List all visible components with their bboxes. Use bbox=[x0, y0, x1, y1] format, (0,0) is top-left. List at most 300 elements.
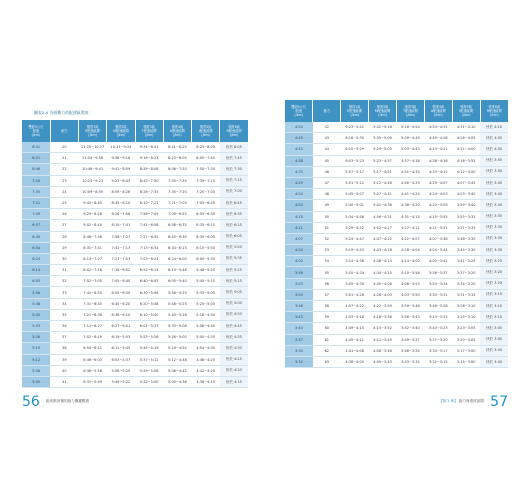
table-cell: 7:21~6:36 bbox=[79, 309, 107, 320]
table-cell: 4:51~4:33 bbox=[397, 166, 425, 177]
table-cell: 5:24~4:47 bbox=[341, 233, 369, 244]
table-cell: 3:43~3:25 bbox=[424, 312, 452, 323]
table-cell: 4:43 bbox=[285, 144, 313, 155]
column-header: 強度5區 I配速區間 (/km) bbox=[192, 120, 220, 142]
table-cell: 5:25~5:00 bbox=[192, 298, 220, 309]
table-cell: 35 bbox=[50, 309, 78, 320]
table-cell: 4:22~3:59 bbox=[369, 301, 397, 312]
table-row bbox=[22, 332, 248, 343]
table-row bbox=[285, 155, 508, 166]
table-cell: 6:46~6:03 bbox=[79, 354, 107, 365]
table-cell: 7:41~6:55 bbox=[79, 287, 107, 298]
table-cell: 5:19 bbox=[22, 343, 50, 354]
table-cell: 57 bbox=[313, 289, 341, 300]
table-cell: 快於 4:25 bbox=[220, 354, 248, 365]
table-cell: 6:34 bbox=[22, 242, 50, 253]
table-cell: 5:22~5:00 bbox=[135, 376, 163, 387]
table-cell: 53 bbox=[313, 245, 341, 256]
table-cell: 5:48 bbox=[22, 298, 50, 309]
table-cell: 7:05~6:40 bbox=[107, 276, 135, 287]
table-row bbox=[22, 164, 248, 175]
table-cell: 8:10~7:21 bbox=[135, 197, 163, 208]
table-cell: 快於 5:05 bbox=[220, 287, 248, 298]
table-row bbox=[285, 278, 508, 289]
table-cell: 4:26~4:05 bbox=[452, 133, 480, 144]
table-cell: 48 bbox=[313, 189, 341, 200]
table-cell: 6:14~5:48 bbox=[163, 265, 191, 276]
table-cell: 3:56~3:37 bbox=[424, 267, 452, 278]
table-cell: 4:43~4:21 bbox=[424, 144, 452, 155]
table-cell: 6:30~6:05 bbox=[192, 231, 220, 242]
table-row bbox=[285, 256, 508, 267]
table-cell: 快於 3:55 bbox=[480, 155, 508, 166]
table-cell: 4:16~3:55 bbox=[452, 155, 480, 166]
table-cell: 5:40~5:15 bbox=[192, 276, 220, 287]
table-cell: 快於 4:00 bbox=[480, 144, 508, 155]
table-cell: 4:30~4:06 bbox=[369, 278, 397, 289]
table-row bbox=[22, 153, 248, 164]
table-cell: 5:56~5:33 bbox=[163, 287, 191, 298]
table-cell: 快於 3:00 bbox=[480, 345, 508, 356]
table-row bbox=[285, 289, 508, 300]
table-row bbox=[22, 253, 248, 264]
table-cell: 4:33 bbox=[285, 166, 313, 177]
table-cell: 26 bbox=[50, 209, 78, 220]
table-cell: 7:09 bbox=[22, 209, 50, 220]
table-cell: 4:53~4:18 bbox=[341, 312, 369, 323]
table-cell: 4:31~4:10 bbox=[452, 122, 480, 133]
table-cell: 3:40 bbox=[285, 323, 313, 334]
table-row bbox=[285, 323, 508, 334]
table-cell: 4:56~4:31 bbox=[369, 211, 397, 222]
column-header: 跑力 bbox=[50, 120, 78, 142]
table-cell: 快於 3:20 bbox=[480, 267, 508, 278]
table-cell: 4:15~3:52 bbox=[369, 323, 397, 334]
table-row bbox=[22, 142, 248, 153]
table-cell: 8:43~7:50 bbox=[135, 175, 163, 186]
table-row bbox=[285, 233, 508, 244]
table-cell: 4:18~4:04 bbox=[397, 245, 425, 256]
table-cell: 7:21~7:05 bbox=[163, 197, 191, 208]
table-cell: 8:41~8:25 bbox=[163, 142, 191, 153]
table-row bbox=[22, 376, 248, 387]
table-cell: 快於 3:25 bbox=[480, 256, 508, 267]
table-cell: 5:57~5:17 bbox=[341, 166, 369, 177]
table-cell: 4:11~3:49 bbox=[369, 334, 397, 345]
table-cell: 快於 5:35 bbox=[220, 253, 248, 264]
table-cell: 快於 3:15 bbox=[480, 289, 508, 300]
table-cell: 4:05~3:43 bbox=[369, 356, 397, 367]
table-cell: 10:46~9:41 bbox=[79, 164, 107, 175]
table-cell: 4:24 bbox=[285, 189, 313, 200]
table-cell: 59 bbox=[313, 312, 341, 323]
table-cell: 6:23~5:42 bbox=[341, 122, 369, 133]
table-cell: 快於 7:30 bbox=[220, 164, 248, 175]
table-cell: 6:24~6:00 bbox=[163, 253, 191, 264]
table-cell: 8:10~7:41 bbox=[107, 220, 135, 231]
table-cell: 4:15~3:55 bbox=[424, 211, 452, 222]
table-cell: 5:05~4:30 bbox=[341, 278, 369, 289]
table-cell: 9:16~8:23 bbox=[135, 153, 163, 164]
table-cell: 20 bbox=[50, 142, 78, 153]
table-cell: 4:43~4:18 bbox=[369, 245, 397, 256]
table-row bbox=[285, 144, 508, 155]
table-cell: 6:01~5:33 bbox=[135, 321, 163, 332]
table-cell: 4:07~3:48 bbox=[424, 233, 452, 244]
table-cell: 6:31~5:49 bbox=[79, 376, 107, 387]
column-header: 雙距5公尺 配速 (/km) bbox=[22, 120, 50, 142]
table-cell: 4:45~4:11 bbox=[341, 334, 369, 345]
table-cell: 4:34~4:10 bbox=[369, 267, 397, 278]
table-row bbox=[285, 334, 508, 345]
table-cell: 4:33~4:12 bbox=[424, 166, 452, 177]
table-cell: 8:06 bbox=[22, 164, 50, 175]
table-cell: 快於 3:35 bbox=[480, 222, 508, 233]
table-cell: 5:16~4:54 bbox=[397, 122, 425, 133]
table-cell: 46 bbox=[313, 166, 341, 177]
table-cell: 41 bbox=[50, 376, 78, 387]
table-header-row bbox=[22, 120, 248, 142]
table-cell: 58 bbox=[313, 301, 341, 312]
table-cell: 6:45 bbox=[22, 231, 50, 242]
table-cell: 6:45~6:20 bbox=[107, 298, 135, 309]
table-cell: 4:18~3:56 bbox=[369, 312, 397, 323]
table-cell: 快於 7:00 bbox=[220, 186, 248, 197]
table-cell: 4:06~3:53 bbox=[397, 278, 425, 289]
table-cell: 7:20~7:00 bbox=[192, 186, 220, 197]
table-cell: 5:42~5:16 bbox=[369, 122, 397, 133]
table-cell: 3:49~3:37 bbox=[397, 334, 425, 345]
table-cell: 7:41~6:58 bbox=[135, 220, 163, 231]
table-cell: 3:17~3:00 bbox=[452, 345, 480, 356]
table-cell: 4:52~4:27 bbox=[369, 222, 397, 233]
table-cell: 7:21 bbox=[22, 197, 50, 208]
table-row bbox=[285, 166, 508, 177]
table-cell: 5:40~5:01 bbox=[341, 200, 369, 211]
column-header: 強度2區 M配速區間 (/km) bbox=[107, 120, 135, 142]
table-cell: 5:00~4:35 bbox=[192, 332, 220, 343]
table-cell: 3:25~3:10 bbox=[452, 312, 480, 323]
table-cell: 3:51~3:35 bbox=[452, 222, 480, 233]
running-title: 跑力與強度區間 bbox=[458, 399, 484, 403]
table-cell: 47 bbox=[313, 177, 341, 188]
table-cell: 6:11~5:45 bbox=[107, 343, 135, 354]
table-cell: 7:27~7:03 bbox=[107, 253, 135, 264]
table-cell: 快於 4:45 bbox=[220, 321, 248, 332]
table-cell: 7:35 bbox=[22, 186, 50, 197]
table-cell: 3:20~3:05 bbox=[452, 334, 480, 345]
table-cell: 3:59~3:46 bbox=[397, 301, 425, 312]
table-cell: 快於 3:35 bbox=[480, 211, 508, 222]
table-cell: 4:22~4:07 bbox=[397, 233, 425, 244]
table-cell: 6:52~6:14 bbox=[135, 265, 163, 276]
table-cell: 3:50 bbox=[285, 289, 313, 300]
table-cell: 4:27~4:11 bbox=[397, 222, 425, 233]
table-cell: 6:00~5:35 bbox=[192, 253, 220, 264]
table-cell: 4:04 bbox=[285, 245, 313, 256]
table-cell: 4:49 bbox=[285, 133, 313, 144]
table-cell: 5:00~4:36 bbox=[163, 376, 191, 387]
table-cell: 6:34~6:15 bbox=[163, 242, 191, 253]
table-cell: 3:41~3:25 bbox=[452, 256, 480, 267]
table-row bbox=[22, 231, 248, 242]
table-cell: 5:26 bbox=[22, 332, 50, 343]
table-cell: 7:50~7:35 bbox=[163, 175, 191, 186]
table-cell: 3:46~3:28 bbox=[424, 301, 452, 312]
table-cell: 3:50~3:31 bbox=[424, 289, 452, 300]
table-row bbox=[22, 321, 248, 332]
table-cell: 3:34~3:17 bbox=[424, 345, 452, 356]
table-cell: 21 bbox=[50, 153, 78, 164]
table-cell: 5:35~5:09 bbox=[369, 133, 397, 144]
table-cell: 3:37~3:20 bbox=[452, 267, 480, 278]
table-row bbox=[285, 222, 508, 233]
table-cell: 4:57~4:22 bbox=[341, 301, 369, 312]
table-cell: 5:19~4:43 bbox=[341, 245, 369, 256]
table-cell: 5:23~4:57 bbox=[369, 155, 397, 166]
table-cell: 6:24 bbox=[22, 253, 50, 264]
table-cell: 8:05~7:45 bbox=[192, 153, 220, 164]
table-cell: 5:26~5:00 bbox=[163, 332, 191, 343]
table-cell: 4:41~4:24 bbox=[397, 189, 425, 200]
table-cell: 37 bbox=[50, 332, 78, 343]
table-cell: 5:48~5:25 bbox=[192, 265, 220, 276]
table-cell: 8:46~7:56 bbox=[79, 231, 107, 242]
table-cell: 3:40~3:23 bbox=[424, 323, 452, 334]
table-cell: 5:29~4:52 bbox=[341, 222, 369, 233]
table-cell: 快於 6:15 bbox=[220, 220, 248, 231]
table-cell: 快於 4:10 bbox=[480, 122, 508, 133]
table-cell: 7:35~7:15 bbox=[192, 175, 220, 186]
table-cell: 7:09~6:55 bbox=[163, 209, 191, 220]
table-cell: 6:19~5:53 bbox=[107, 332, 135, 343]
table-row bbox=[22, 276, 248, 287]
table-cell: 4:26~4:03 bbox=[369, 289, 397, 300]
column-header: 強度3區 T配速區間 (/km) bbox=[397, 100, 425, 122]
table-cell: 7:03~6:24 bbox=[135, 253, 163, 264]
table-row bbox=[22, 354, 248, 365]
table-cell: 5:51~5:12 bbox=[341, 177, 369, 188]
column-header: 強度3區 T配速區間 (/km) bbox=[135, 120, 163, 142]
table-cell: 4:12~3:50 bbox=[452, 166, 480, 177]
table-cell: 8:02~7:16 bbox=[79, 265, 107, 276]
table-caption: 圖表2-4 各級數力的配速區間表： bbox=[34, 110, 93, 115]
table-cell: 快於 5:00 bbox=[220, 298, 248, 309]
table-row bbox=[22, 287, 248, 298]
table-cell: 4:42~4:20 bbox=[192, 365, 220, 376]
table-cell: 7:56~7:09 bbox=[135, 209, 163, 220]
table-cell: 5:37~5:12 bbox=[135, 354, 163, 365]
table-cell: 4:38~4:05 bbox=[341, 356, 369, 367]
column-header: 強度6區 R配速區間 (/km) bbox=[220, 120, 248, 142]
table-cell: 快於 3:10 bbox=[480, 312, 508, 323]
table-cell: 4:49~4:15 bbox=[341, 323, 369, 334]
pace-table-left bbox=[22, 120, 248, 388]
table-cell: 62 bbox=[313, 345, 341, 356]
table-cell: 6:05~5:40 bbox=[163, 276, 191, 287]
table-cell: 5:48~5:25 bbox=[163, 298, 191, 309]
table-cell: 4:54~4:31 bbox=[424, 122, 452, 133]
table-cell: 快於 7:15 bbox=[220, 175, 248, 186]
table-cell: 5:12~4:46 bbox=[369, 177, 397, 188]
pace-table-right bbox=[285, 100, 508, 368]
table-header-row bbox=[285, 100, 508, 122]
table-cell: 3:43~3:32 bbox=[397, 356, 425, 367]
table-cell: 54 bbox=[313, 256, 341, 267]
table-cell: 4:00~3:41 bbox=[424, 256, 452, 267]
table-cell: 5:00 bbox=[22, 376, 50, 387]
table-cell: 快於 4:50 bbox=[220, 309, 248, 320]
table-cell: 3:37 bbox=[285, 334, 313, 345]
table-cell: 4:20 bbox=[285, 200, 313, 211]
table-cell: 51 bbox=[313, 222, 341, 233]
table-cell: 5:33~5:05 bbox=[192, 287, 220, 298]
table-cell: 3:53 bbox=[285, 278, 313, 289]
table-cell: 23 bbox=[50, 175, 78, 186]
table-cell: 56 bbox=[313, 278, 341, 289]
running-head-right bbox=[439, 399, 484, 404]
table-cell: 3:56 bbox=[285, 267, 313, 278]
table-cell: 3:15~3:00 bbox=[452, 356, 480, 367]
table-row bbox=[22, 365, 248, 376]
table-cell: 7:31~6:45 bbox=[79, 298, 107, 309]
chapter-label: 【第 2 章】 bbox=[438, 399, 458, 403]
table-cell: 52 bbox=[313, 233, 341, 244]
table-cell: 40 bbox=[50, 365, 78, 376]
page-number-left: 56 bbox=[22, 394, 40, 410]
table-cell: 快於 4:20 bbox=[220, 365, 248, 376]
table-cell: 5:09~4:49 bbox=[397, 133, 425, 144]
table-cell: 50 bbox=[313, 211, 341, 222]
table-cell: 32 bbox=[50, 276, 78, 287]
table-cell: 55 bbox=[313, 267, 341, 278]
table-cell: 快於 3:05 bbox=[480, 334, 508, 345]
table-cell: 8:25~8:05 bbox=[192, 142, 220, 153]
table-cell: 5:29~5:06 bbox=[135, 365, 163, 376]
table-cell: 27 bbox=[50, 220, 78, 231]
table-cell: 3:31~3:15 bbox=[452, 289, 480, 300]
table-row bbox=[285, 245, 508, 256]
column-header: 強度4區 A配速區間 (/km) bbox=[163, 120, 191, 142]
table-cell: 5:06~4:42 bbox=[163, 365, 191, 376]
table-cell: 61 bbox=[313, 334, 341, 345]
table-cell: 10:09~8:59 bbox=[79, 186, 107, 197]
table-cell: 8:59~8:26 bbox=[107, 186, 135, 197]
table-cell: 3:23~3:05 bbox=[452, 323, 480, 334]
table-cell: 快於 3:20 bbox=[480, 278, 508, 289]
table-cell: 快於 5:50 bbox=[220, 242, 248, 253]
table-cell: 8:59~8:06 bbox=[135, 164, 163, 175]
table-cell: 6:14 bbox=[22, 265, 50, 276]
table-cell: 快於 6:35 bbox=[220, 209, 248, 220]
table-cell: 9:43~8:45 bbox=[79, 197, 107, 208]
table-row bbox=[22, 309, 248, 320]
table-cell: 38 bbox=[50, 343, 78, 354]
table-cell: 9:41~8:59 bbox=[107, 164, 135, 175]
table-cell: 6:10~5:40 bbox=[135, 309, 163, 320]
table-cell: 3:46 bbox=[285, 301, 313, 312]
table-cell: 10:17~9:34 bbox=[107, 142, 135, 153]
table-cell: 10:25~9:23 bbox=[79, 175, 107, 186]
table-cell: 4:14~4:00 bbox=[397, 256, 425, 267]
table-cell: 6:03~5:23 bbox=[341, 155, 369, 166]
table-cell: 22 bbox=[50, 164, 78, 175]
table-cell: 9:23~8:43 bbox=[107, 175, 135, 186]
table-cell: 3:43 bbox=[285, 312, 313, 323]
table-cell: 6:45~6:30 bbox=[163, 231, 191, 242]
table-cell: 4:36~4:20 bbox=[397, 200, 425, 211]
table-cell: 11:04~9:58 bbox=[79, 153, 107, 164]
table-cell: 快於 7:45 bbox=[220, 153, 248, 164]
table-row bbox=[22, 197, 248, 208]
table-cell: 5:14~4:38 bbox=[341, 256, 369, 267]
table-cell: 4:11 bbox=[285, 222, 313, 233]
table-cell: 快於 4:30 bbox=[220, 343, 248, 354]
table-cell: 5:49~5:22 bbox=[107, 376, 135, 387]
table-cell: 快於 3:50 bbox=[480, 166, 508, 177]
table-cell: 6:16~5:35 bbox=[341, 133, 369, 144]
table-cell: 9:34~8:41 bbox=[135, 142, 163, 153]
table-cell: 6:15~5:50 bbox=[192, 242, 220, 253]
table-cell: 7:02~6:19 bbox=[79, 332, 107, 343]
column-header: 強度1區 E配速區間 (/km) bbox=[79, 120, 107, 142]
table-cell: 5:18~4:50 bbox=[192, 309, 220, 320]
table-row bbox=[22, 220, 248, 231]
table-cell: 5:10~4:34 bbox=[341, 267, 369, 278]
table-cell: 5:33 bbox=[22, 321, 50, 332]
table-cell: 5:45~5:19 bbox=[135, 343, 163, 354]
table-cell: 4:38 bbox=[285, 155, 313, 166]
table-cell: 7:50 bbox=[22, 175, 50, 186]
table-cell: 5:33~5:08 bbox=[163, 321, 191, 332]
table-cell: 4:38~4:16 bbox=[424, 155, 452, 166]
table-cell: 28 bbox=[50, 231, 78, 242]
table-cell: 11:25~10:17 bbox=[79, 142, 107, 153]
table-cell: 3:32 bbox=[285, 356, 313, 367]
table-cell: 4:15 bbox=[285, 211, 313, 222]
table-row bbox=[22, 209, 248, 220]
table-cell: 3:34 bbox=[285, 345, 313, 356]
table-cell: 5:01~4:26 bbox=[341, 289, 369, 300]
table-row bbox=[22, 186, 248, 197]
table-cell: 3:56~3:43 bbox=[397, 312, 425, 323]
table-cell: 44 bbox=[313, 144, 341, 155]
table-cell: 5:01~4:36 bbox=[369, 200, 397, 211]
table-cell: 5:17~4:51 bbox=[369, 166, 397, 177]
table-cell: 5:29~5:03 bbox=[369, 144, 397, 155]
table-cell: 6:54~6:11 bbox=[79, 343, 107, 354]
table-cell: 6:38~5:56 bbox=[79, 365, 107, 376]
table-cell: 63 bbox=[313, 356, 341, 367]
table-cell: 5:34~4:56 bbox=[341, 211, 369, 222]
table-cell: 6:27~6:01 bbox=[107, 321, 135, 332]
table-cell: 6:55~6:35 bbox=[192, 209, 220, 220]
table-cell: 34 bbox=[50, 298, 78, 309]
table-cell: 6:40~6:05 bbox=[135, 276, 163, 287]
table-cell: 快於 4:35 bbox=[220, 332, 248, 343]
table-row bbox=[285, 345, 508, 356]
column-header: 跑力 bbox=[313, 100, 341, 122]
table-cell: 4:31~4:15 bbox=[397, 211, 425, 222]
table-cell: 6:20~5:48 bbox=[135, 298, 163, 309]
table-cell: 7:27~6:45 bbox=[135, 231, 163, 242]
table-cell: 5:53~5:26 bbox=[135, 332, 163, 343]
table-cell: 5:06 bbox=[22, 365, 50, 376]
column-header: 強度6區 R配速區間 (/km) bbox=[480, 100, 508, 122]
table-cell: 4:54 bbox=[285, 122, 313, 133]
table-cell: 30 bbox=[50, 253, 78, 264]
table-row bbox=[22, 175, 248, 186]
